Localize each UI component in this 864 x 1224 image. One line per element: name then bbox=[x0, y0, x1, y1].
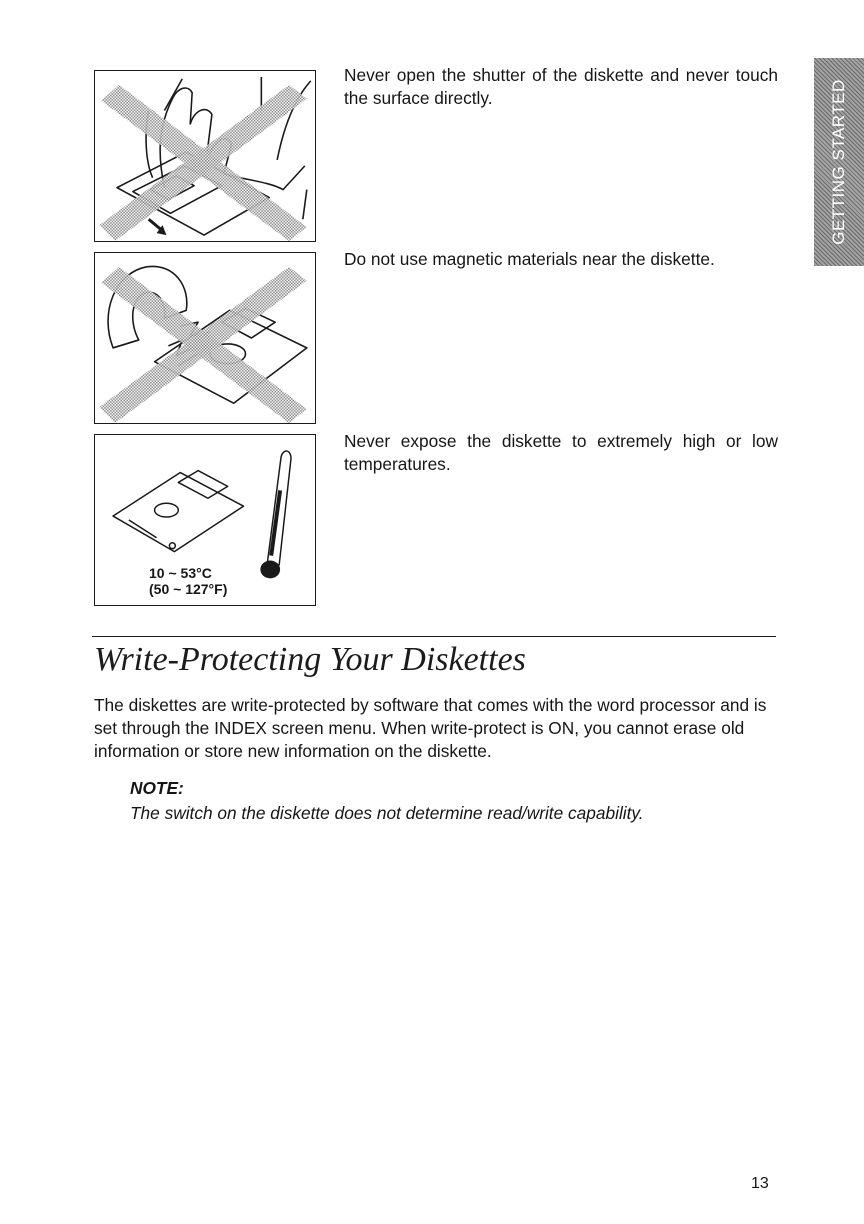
caption-no-magnets: Do not use magnetic materials near the diskette. bbox=[344, 249, 715, 269]
temperature-fahrenheit: (50 ~ 127°F) bbox=[149, 581, 228, 597]
section-tab bbox=[814, 58, 864, 266]
note-label: NOTE: bbox=[130, 778, 184, 798]
section-tab-label: GETTING STARTED bbox=[829, 79, 848, 245]
hand-diskette-illustration bbox=[95, 71, 315, 241]
caption-do-not-touch: Never open the shutter of the diskette and never touch the surface directly. bbox=[344, 65, 778, 108]
figure-no-magnets bbox=[94, 252, 316, 424]
temperature-celsius: 10 ~ 53°C bbox=[149, 565, 212, 581]
section-body: The diskettes are write-protected by software that comes with the word processor and is set through the INDEX screen menu. When write-protect is ON, you cannot erase old information or store new information on the diskette. bbox=[94, 695, 767, 761]
section-divider bbox=[92, 636, 776, 637]
section-heading: Write-Protecting Your Diskettes bbox=[94, 641, 526, 678]
magnet-diskette-illustration bbox=[95, 253, 315, 423]
caption-temperature: Never expose the diskette to extremely high or low temperatures. bbox=[344, 431, 778, 474]
figure-do-not-touch bbox=[94, 70, 316, 242]
note-text: The switch on the diskette does not determine read/write capability. bbox=[130, 803, 644, 823]
figure-temperature bbox=[94, 434, 316, 606]
page-number: 13 bbox=[751, 1175, 769, 1192]
